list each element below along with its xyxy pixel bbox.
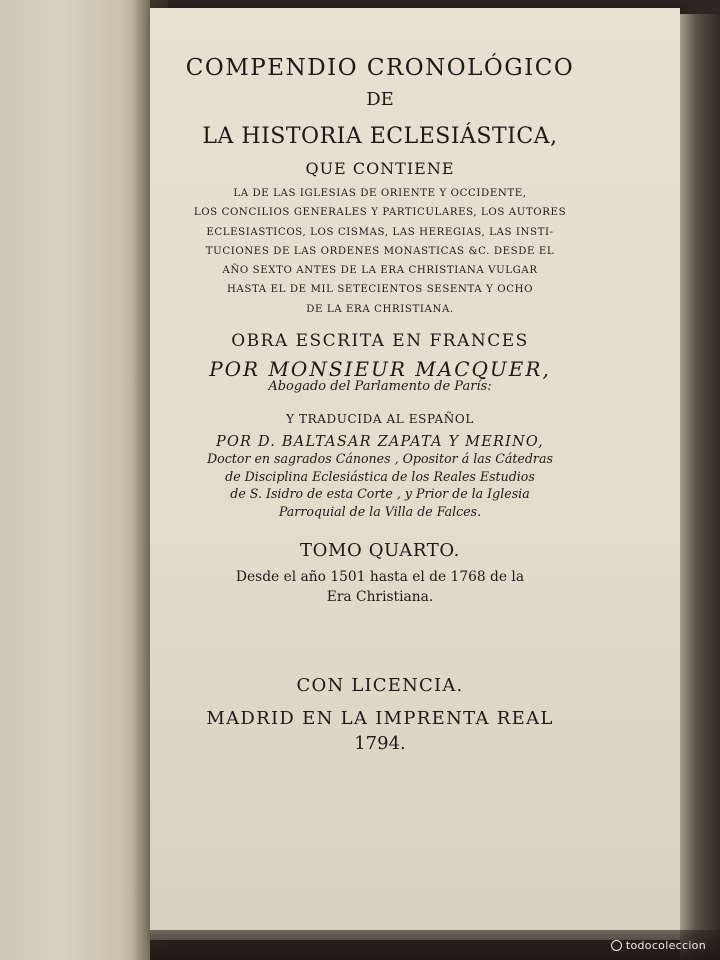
description-line: TUCIONES DE LAS ORDENES MONASTICAS &C. DESDE EL bbox=[205, 245, 555, 257]
author-title-line: Abogado del Parlamento de París: bbox=[268, 379, 492, 395]
translated-line: Y TRADUCIDA AL ESPAÑOL bbox=[286, 412, 474, 427]
description-line: DE LA ERA CHRISTIANA. bbox=[306, 303, 454, 315]
credential-line: de S. Isidro de esta Corte , y Prior de la Iglesia bbox=[230, 486, 530, 502]
range-line: Era Christiana. bbox=[326, 589, 434, 606]
volume-line: TOMO QUARTO. bbox=[300, 540, 460, 562]
title-text bbox=[160, 55, 600, 754]
translator-credentials bbox=[160, 450, 600, 520]
title-line-3: LA HISTORIA ECLESIÁSTICA, bbox=[202, 124, 558, 149]
credential-line: Doctor en sagrados Cánones , Opositor á las Cátedras bbox=[207, 451, 553, 467]
written-in-line: OBRA ESCRITA EN FRANCES bbox=[231, 331, 529, 352]
printer-line: MADRID EN LA IMPRENTA REAL bbox=[206, 708, 554, 730]
year-line: 1794. bbox=[354, 733, 406, 755]
description-line: ECLESIASTICOS, LOS CISMAS, LAS HEREGIAS, LAS INSTI- bbox=[206, 226, 554, 238]
description-line: HASTA EL DE MIL SETECIENTOS SESENTA Y OCHO bbox=[226, 284, 534, 296]
author-line: POR MONSIEUR MACQUER, bbox=[209, 357, 551, 382]
description-line: AÑO SEXTO ANTES DE LA ERA CHRISTIANA VULGAR bbox=[222, 265, 538, 277]
license-line: CON LICENCIA. bbox=[296, 675, 464, 697]
description-line: LA DE LAS IGLESIAS DE ORIENTE Y OCCIDENTE, bbox=[233, 188, 527, 199]
range-block bbox=[160, 567, 600, 607]
left-page bbox=[0, 0, 150, 960]
credential-line: de Disciplina Eclesiástica de los Reales Estudios bbox=[225, 468, 535, 484]
title-line-1: COMPENDIO CRONOLÓGICO bbox=[185, 55, 575, 81]
page-edge bbox=[680, 14, 720, 960]
watermark bbox=[611, 939, 706, 952]
description-block bbox=[160, 184, 600, 319]
range-line: Desde el año 1501 hasta el de 1768 de la bbox=[235, 569, 525, 586]
title-line-4: QUE CONTIENE bbox=[305, 159, 455, 178]
watermark-text: todocoleccion bbox=[625, 939, 706, 952]
circle-logo-icon bbox=[611, 940, 622, 951]
title-line-2: DE bbox=[366, 89, 394, 110]
translator-line: POR D. BALTASAR ZAPATA Y MERINO, bbox=[216, 434, 544, 451]
description-line: LOS CONCILIOS GENERALES Y PARTICULARES, LOS AUTORES bbox=[193, 207, 567, 219]
credential-line: Parroquial de la Villa de Falces. bbox=[278, 503, 482, 519]
